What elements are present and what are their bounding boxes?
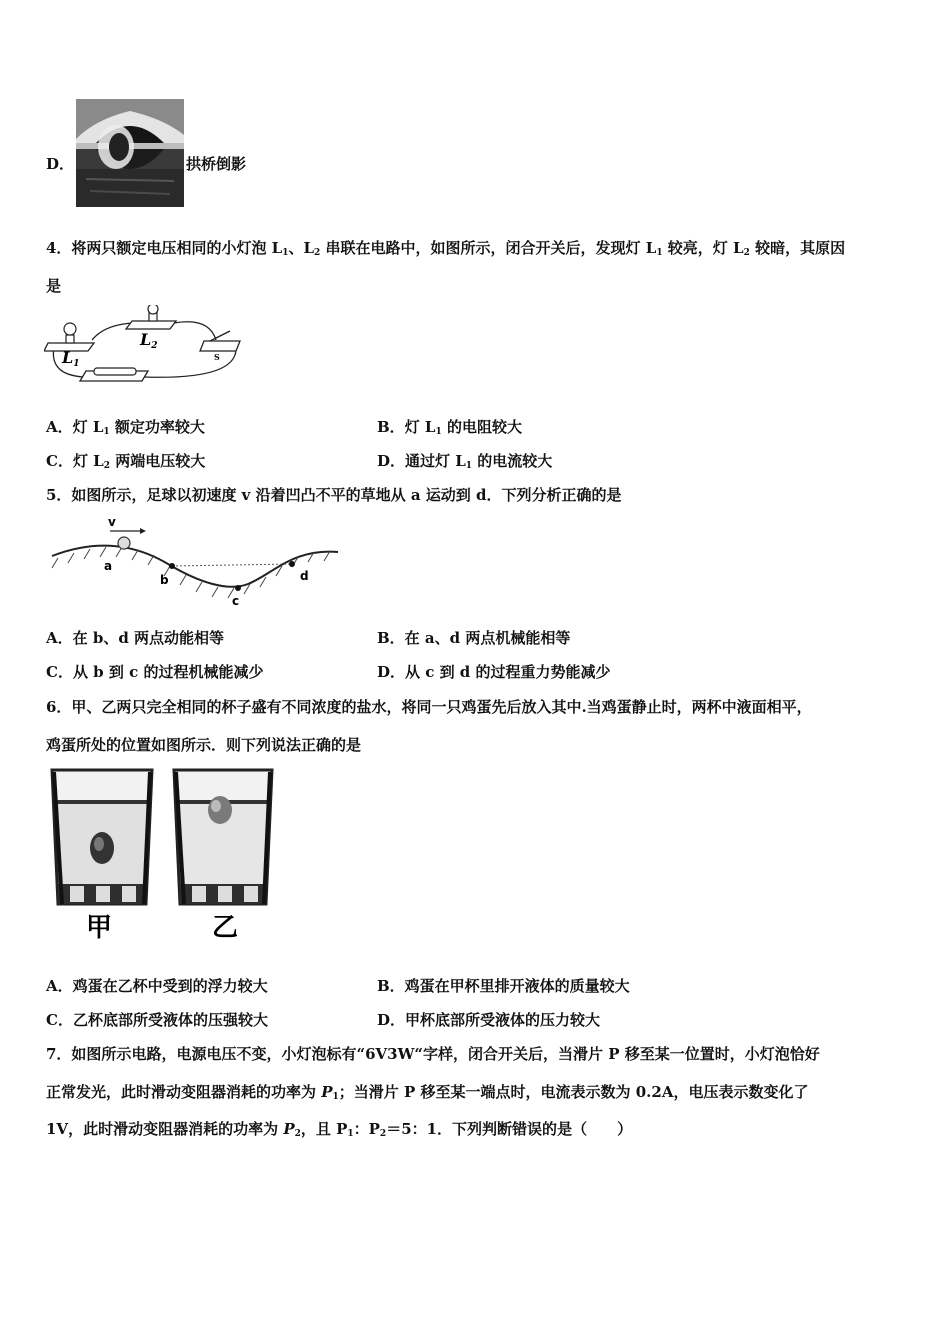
- q4-sub: 2: [314, 248, 321, 258]
- q4-option-b-text-post: 的电阻较大: [441, 418, 522, 436]
- q4-option-c-text: C．灯 L: [46, 452, 104, 470]
- q4-option-d-text-post: 的电流较大: [472, 452, 553, 470]
- q7-stem-part: ；当滑片 P 移至某一端点时，电流表示数为 0.2A，电压表示数变化了: [338, 1083, 809, 1101]
- q4-sub: 1: [282, 248, 289, 258]
- q4-label-l2-sub: 2: [151, 341, 158, 351]
- q4-option-b-text: B．灯 L: [377, 418, 436, 436]
- q7-symbol-p: P: [321, 1083, 333, 1101]
- q4-circuit-diagram: [44, 305, 244, 387]
- q5-label-c: c: [232, 594, 240, 608]
- q4-label-l2-text: L: [140, 330, 152, 349]
- q5-option-a[interactable]: A．在 b、d 两点动能相等: [46, 629, 225, 647]
- q5-option-c[interactable]: C．从 b 到 c 的过程机械能减少: [46, 663, 264, 681]
- q4-sub: 2: [743, 248, 750, 258]
- q4-sub: 1: [656, 248, 663, 258]
- q7-sub: 1: [332, 1092, 339, 1102]
- q6-option-d[interactable]: D．甲杯底部所受液体的压力较大: [377, 1011, 601, 1029]
- q4-option-b-sub: 1: [435, 427, 442, 437]
- q4-option-b[interactable]: [377, 416, 522, 437]
- q7-sub: 1: [347, 1129, 354, 1139]
- q6-label-jia: 甲: [86, 913, 113, 943]
- q7-stem-part: ：P: [353, 1120, 380, 1138]
- q4-option-a-sub: 1: [103, 427, 110, 437]
- q4-stem-part: 4．将两只额定电压相同的小灯泡 L: [46, 239, 283, 257]
- q5-stem: 5．如图所示，足球以初速度 v 沿着凹凸不平的草地从 a 运动到 d．下列分析正确的是: [46, 486, 622, 504]
- q4-label-l1-text: L: [62, 348, 74, 367]
- q7-stem-part: 1V，此时滑动变阻器消耗的功率为: [46, 1120, 284, 1138]
- q7-stem-part: ，且 P: [300, 1120, 348, 1138]
- q5-label-d: d: [300, 569, 309, 583]
- q7-stem-line3: [46, 1118, 632, 1139]
- q4-label-l2: [139, 330, 158, 351]
- q3-option-d: [46, 153, 74, 174]
- q4-stem-part: 较暗，其原因: [749, 239, 846, 257]
- q6-option-c[interactable]: C．乙杯底部所受液体的压强较大: [46, 1011, 268, 1029]
- q4-stem-part: 较亮，灯 L: [662, 239, 744, 257]
- q4-option-a-text: A．灯 L: [46, 418, 104, 436]
- q4-stem-part: 、L: [288, 239, 315, 257]
- q5-ball-terrain-diagram: [48, 512, 344, 608]
- q4-option-a-text-post: 额定功率较大: [109, 418, 205, 436]
- q4-option-a[interactable]: [46, 416, 205, 437]
- q7-sub: 2: [294, 1129, 301, 1139]
- q4-option-c-text-post: 两端电压较大: [109, 452, 206, 470]
- q4-stem-line1: [46, 237, 845, 258]
- q6-cups-egg-image: [48, 764, 280, 944]
- q4-stem-part: 串联在电路中，如图所示，闭合开关后，发现灯 L: [320, 239, 657, 257]
- q4-stem-line2: 是: [46, 277, 62, 295]
- q3-option-d-letter: D．: [46, 155, 75, 173]
- q6-option-a[interactable]: A．鸡蛋在乙杯中受到的浮力较大: [46, 977, 268, 995]
- q7-sub: 2: [379, 1129, 387, 1139]
- q6-stem-line1: 6．甲、乙两只完全相同的杯子盛有不同浓度的盐水，将同一只鸡蛋先后放入其中.当鸡蛋静止时，两杯中液面相平，: [46, 698, 812, 716]
- q7-stem-line2: [46, 1081, 808, 1102]
- q4-label-switch: S: [214, 352, 220, 362]
- q5-option-d[interactable]: D．从 c 到 d 的过程重力势能减少: [377, 663, 611, 681]
- q7-symbol-p: P: [283, 1120, 295, 1138]
- q5-label-b: b: [160, 573, 169, 587]
- q4-option-d[interactable]: [377, 450, 552, 471]
- q5-label-v: v: [108, 515, 116, 529]
- q5-label-a: a: [104, 559, 113, 573]
- q4-option-d-sub: 1: [465, 461, 473, 471]
- arch-bridge-reflection-image: [76, 99, 184, 207]
- q7-stem-part: ＝5：1．下列判断错误的是（ ）: [386, 1120, 633, 1138]
- q5-option-b[interactable]: B．在 a、d 两点机械能相等: [377, 629, 571, 647]
- q4-option-c-sub: 2: [103, 461, 110, 471]
- q7-stem-part: 正常发光，此时滑动变阻器消耗的功率为: [46, 1083, 322, 1101]
- q6-label-yi: 乙: [212, 913, 239, 943]
- q7-stem-line1: 7．如图所示电路，电源电压不变，小灯泡标有“6V3W“字样，闭合开关后，当滑片 P 移至某一位置时，小灯泡恰好: [46, 1045, 820, 1063]
- q6-stem-line2: 鸡蛋所处的位置如图所示．则下列说法正确的是: [46, 736, 362, 754]
- q4-option-d-text: D．通过灯 L: [377, 452, 466, 470]
- q4-option-c[interactable]: [46, 450, 205, 471]
- q4-label-l1-sub: 1: [73, 359, 80, 369]
- q6-option-b[interactable]: B．鸡蛋在甲杯里排开液体的质量较大: [377, 977, 630, 995]
- q3-option-d-caption: 拱桥倒影: [186, 155, 247, 173]
